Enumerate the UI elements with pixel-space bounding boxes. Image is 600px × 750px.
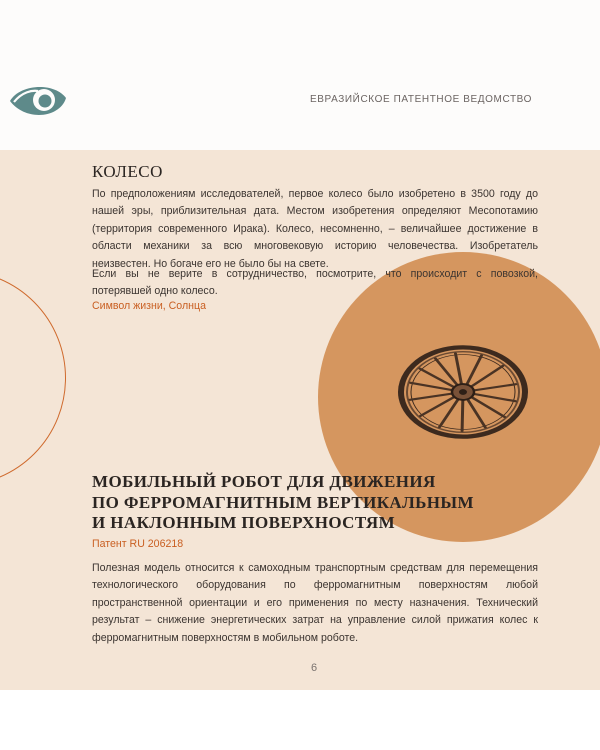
robot-paragraph: Полезная модель относится к самоходным транспортным средствам для перемещения технологического оборудования по ферромагнитным поверхностям любой пространственной ориентации и его применения по месту назначения. Технический результат – снижение энергетических затрат на управление силой прижатия колес к ферромагнитным поверхностям в мобильном роботе.: [92, 562, 538, 644]
cart-wheel-icon: [393, 322, 533, 462]
header-title: ЕВРАЗИЙСКОЕ ПАТЕНТНОЕ ВЕДОМСТВО: [309, 94, 532, 105]
robot-title-line-1: МОБИЛЬНЫЙ РОБОТ ДЛЯ ДВИЖЕНИЯ: [92, 472, 436, 491]
patent-number: Патент RU 206218: [92, 538, 184, 550]
section-title-robot: [92, 472, 512, 534]
content-band: [0, 150, 600, 690]
page-number: 6: [311, 662, 318, 674]
section-title-wheel: КОЛЕСО: [92, 162, 163, 181]
wheel-accent-caption: Символ жизни, Солнца: [92, 300, 206, 312]
eye-logo-icon: [8, 80, 68, 122]
wheel-paragraph-1: По предположениям исследователей, первое колесо было изобретено в 3500 году до нашей эры, приблизительная дата. Местом изобретения определяют Месопотамию (территория современного Ирака). Колесо, несомненно, – величайшее достижение в области механики за всю многовековую историю человечества. Изобретатель неизвестен. Но богаче его не было бы на свете.: [92, 188, 538, 270]
decorative-ring: [0, 270, 66, 486]
wheel-paragraph-2: Если вы не верите в сотрудничество, посмотрите, что происходит с повозкой, потерявшей одно колесо.: [92, 268, 538, 298]
robot-title-line-3: И НАКЛОННЫМ ПОВЕРХНОСТЯМ: [92, 513, 396, 532]
page-header: [0, 0, 600, 150]
robot-title-line-2: ПО ФЕРРОМАГНИТНЫМ ВЕРТИКАЛЬНЫМ: [92, 492, 474, 512]
